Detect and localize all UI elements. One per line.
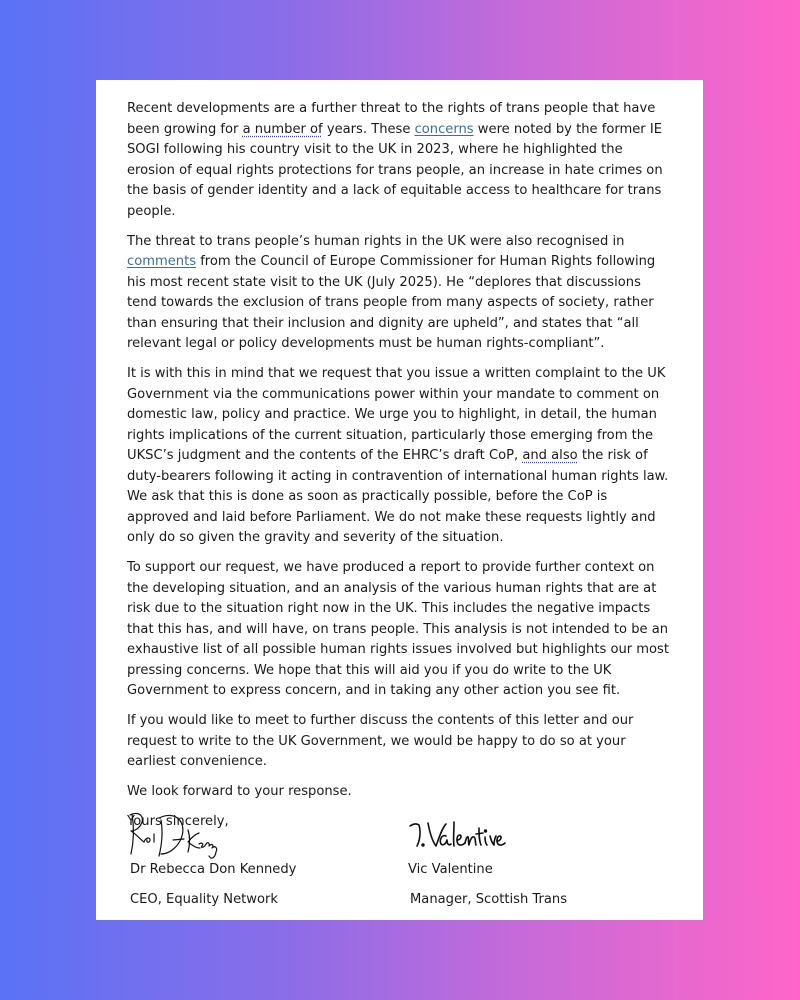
- paragraph-5: If you would like to meet to further discuss the contents of this letter and our request to write to the UK Government, we would be happy to do so at your earliest convenience.: [127, 713, 634, 769]
- paragraph-6: We look forward to your response.: [127, 784, 352, 799]
- concerns-link[interactable]: concerns: [414, 121, 474, 137]
- letter-body: [127, 99, 672, 842]
- paragraph-text: The threat to trans people’s human rights in the UK were also recognised in: [127, 233, 625, 249]
- comments-link[interactable]: comments: [127, 254, 197, 269]
- grammar-flag-text: and also: [522, 448, 578, 463]
- signatory-name: Vic Valentine: [408, 862, 493, 877]
- paragraph-text: Recent developments are a further threat to the rights of trans people that have been growing for: [127, 101, 656, 137]
- closing-text: Yours sincerely,: [127, 814, 229, 829]
- paragraph-2: [127, 232, 672, 355]
- paragraph-text: from the Council of Europe Commissioner for Human Rights following his most recent state visit to the UK (July 2025). He “deplores that discussions tend towards the exclusion of trans people from many aspects of society, rather than ensuring that their inclusion and dignity are upheld”, and states that “all relevant legal or policy developments must be human rights-compliant”.: [127, 254, 656, 351]
- signatory-title: CEO, Equality Network: [130, 892, 278, 907]
- paragraph-text: years. These: [322, 121, 415, 137]
- signatory-title: Manager, Scottish Trans: [410, 892, 568, 907]
- signatory-name: Dr Rebecca Don Kennedy: [130, 862, 297, 877]
- paragraph-4: To support our request, we have produced a report to provide further context on the developing situation, and an analysis of the various human rights that are at risk due to the situation right now in the UK. This includes the negative impacts that this has, and will have, on trans people. This analysis is not intended to be an exhaustive list of all possible human rights issues involved but highlights our most pressing concerns. We hope that this will aid you if you do write to the UK Government to express concern, and in taking any other action you see fit.: [127, 560, 670, 698]
- signature-rebecca-don-kennedy: [126, 806, 226, 862]
- grammar-flag-text: a number of: [242, 121, 323, 137]
- paragraph-3: [127, 364, 672, 549]
- letter-page: [96, 80, 703, 920]
- paragraph-1: [127, 99, 672, 222]
- paragraph-text: were noted by the former IE SOGI following his country visit to the UK in 2023, where he highlighted the erosion of equal rights protections for trans people, an increase in hate crimes on the basis of gender identity and a lack of equitable access to healthcare for trans people.: [127, 121, 663, 219]
- paragraph-text: It is with this in mind that we request that you issue a written complaint to the UK Government via the communications power within your mandate to comment on domestic law, policy and practice. We urge you to highlight, in detail, the human rights implications of the current situation, particularly those emerging from the UKSC’s judgment and the contents of the EHRC’s draft CoP,: [127, 366, 666, 463]
- paragraph-text: the risk of duty-bearers following it acting in contravention of international human rights law. We ask that this is done as soon as practically possible, before the CoP is approved and laid before Parliament. We do not make these requests lightly and only do so given the gravity and severity of the situation.: [127, 448, 669, 545]
- signature-vic-valentine: [406, 818, 510, 854]
